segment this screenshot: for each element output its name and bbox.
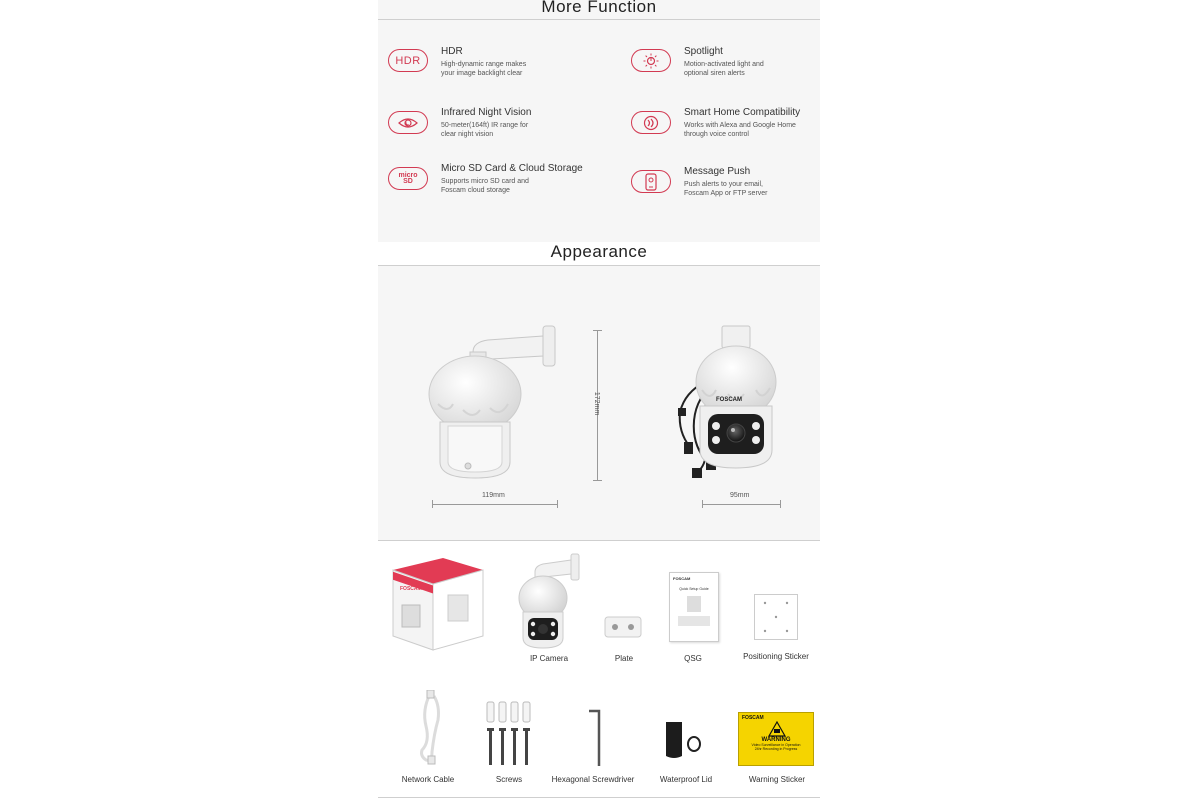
package-qsg: FOSCAM Quick Setup Guide: [669, 572, 719, 642]
message-push-icon: [631, 170, 671, 193]
product-box: [388, 550, 488, 655]
smart-home-icon: [631, 111, 671, 134]
package-plate: [604, 614, 642, 640]
package-label-hex-screwdriver: Hexagonal Screwdriver: [551, 775, 635, 784]
package-label-plate: Plate: [614, 654, 634, 663]
feature-title: Micro SD Card & Cloud Storage: [441, 163, 583, 174]
package-label-screws: Screws: [495, 775, 523, 784]
package-screws: [483, 700, 535, 770]
feature-title: Message Push: [684, 166, 751, 177]
feature-title: Smart Home Compatibility: [684, 107, 801, 118]
height-label: 172mm: [593, 391, 601, 416]
package-label-waterproof-lid: Waterproof Lid: [659, 775, 713, 784]
night-vision-icon: [388, 111, 428, 134]
svg-text:FOSCAM: FOSCAM: [400, 586, 422, 592]
feature-title: HDR: [441, 46, 463, 57]
feature-title: Infrared Night Vision: [441, 107, 532, 118]
package-label-qsg: QSG: [684, 654, 702, 663]
feature-desc: High-dynamic range makes your image backlight clear: [441, 61, 527, 77]
feature-desc: Supports micro SD card and Foscam cloud storage: [441, 178, 529, 194]
svg-text:FOSCAM: FOSCAM: [716, 397, 742, 403]
appearance-title: Appearance: [550, 242, 648, 261]
more-function-title: More Function: [541, 0, 657, 16]
spotlight-icon: [631, 49, 671, 72]
package-positioning-sticker: [754, 594, 798, 640]
section-divider: [378, 19, 820, 20]
package-ip-camera: [513, 552, 588, 652]
feature-desc: Push alerts to your email, Foscam App or FTP server: [684, 181, 768, 197]
micro-sd-icon: micro SD: [388, 167, 428, 190]
width-dimension-line: [702, 504, 780, 505]
feature-desc: Motion-activated light and optional siren alerts: [684, 61, 764, 77]
camera-side-view: [418, 322, 568, 482]
package-waterproof-lid: [660, 718, 706, 762]
feature-desc: Works with Alexa and Google Home through voice control: [684, 122, 796, 138]
package-label-network-cable: Network Cable: [401, 775, 455, 784]
feature-desc: 50-meter(164ft) IR range for clear night vision: [441, 122, 529, 138]
width-dimension-line: [432, 504, 557, 505]
hdr-icon: HDR: [388, 49, 428, 72]
package-warning-sticker: FOSCAM WARNING Video Surveillance in Operation 24hr Recording in Progress: [738, 712, 814, 766]
package-network-cable: [416, 690, 446, 765]
width-label-left: 119mm: [482, 492, 505, 499]
section-divider: [378, 540, 820, 541]
package-label-ip-camera: IP Camera: [529, 654, 569, 663]
package-label-warning-sticker: Warning Sticker: [748, 775, 806, 784]
package-label-positioning-sticker: Positioning Sticker: [743, 652, 809, 661]
camera-front-view: [670, 322, 800, 482]
section-divider: [378, 797, 820, 798]
package-hex-screwdriver: [585, 708, 607, 768]
width-label-right: 95mm: [730, 492, 750, 499]
feature-title: Spotlight: [684, 46, 723, 57]
